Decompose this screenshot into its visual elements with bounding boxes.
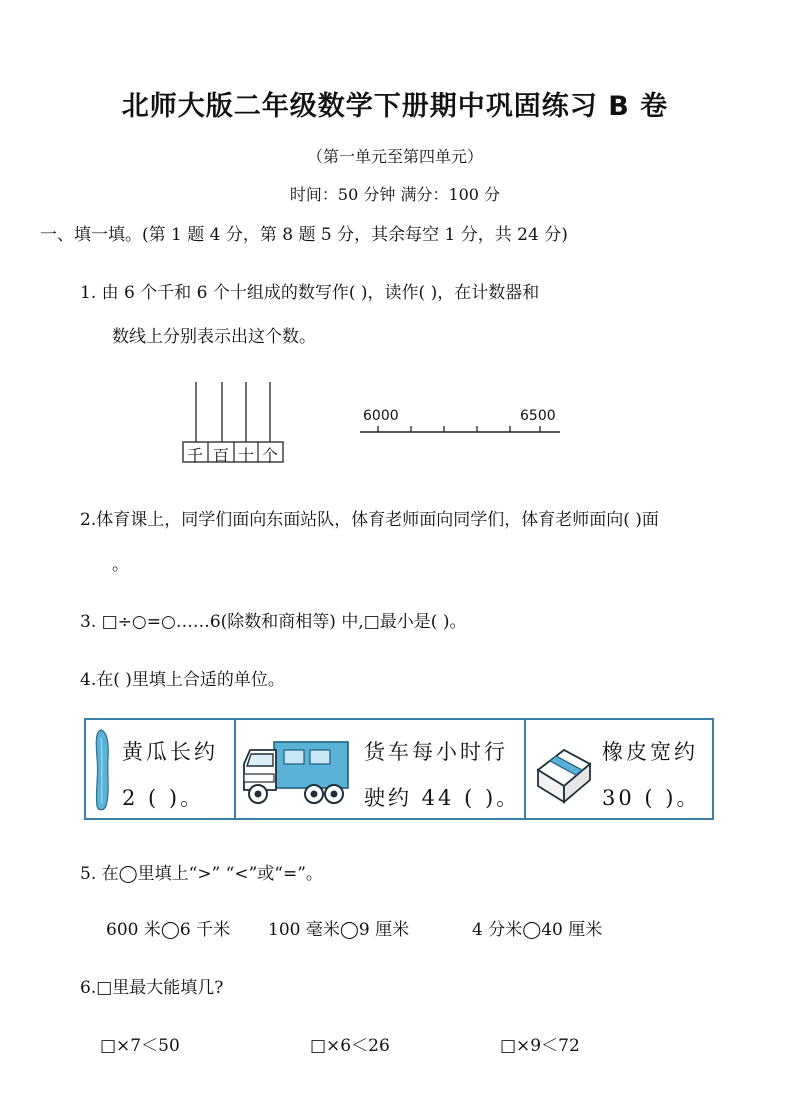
question-1-line1: 1. 由 6 个千和 6 个十组成的数写作( )，读作( )，在计数器和 [80, 283, 540, 303]
table-divider [234, 720, 236, 818]
cell-eraser-line2: 30 ( )。 [602, 786, 701, 810]
question-1-line2: 数线上分别表示出这个数。 [112, 327, 316, 347]
question-6: 6.□里最大能填几? [80, 978, 224, 998]
compare-item-3: 4 分米◯40 厘米 [472, 920, 603, 940]
time-score: 时间：50 分钟 满分：100 分 [289, 185, 501, 204]
abacus-label-ones: 个 [262, 446, 279, 465]
inequality-item-3: □×9＜72 [500, 1036, 580, 1056]
compare-item-1: 600 米◯6 千米 [106, 920, 231, 940]
table-divider [524, 720, 526, 818]
question-4: 4.在( )里填上合适的单位。 [80, 670, 285, 690]
cell-eraser-line1: 橡皮宽约 [602, 740, 698, 764]
abacus-label-hundreds: 百 [213, 446, 230, 465]
number-line-label-6000: 6000 [363, 408, 399, 424]
cell-cucumber-line1: 黄瓜长约 [122, 740, 218, 764]
page-title: 北师大版二年级数学下册期中巩固练习 B 卷 [121, 91, 669, 122]
section-heading: 一、填一填。(第 1 题 4 分，第 8 题 5 分，其余每空 1 分，共 24 分) [40, 225, 568, 245]
cell-cucumber-line2: 2 ( )。 [122, 786, 205, 810]
question-2-line2: 。 [112, 555, 129, 575]
question-3: 3. □÷○=○……6(除数和商相等) 中,□最小是( )。 [80, 612, 467, 632]
number-line [360, 408, 562, 438]
number-line-label-6500: 6500 [520, 408, 556, 424]
abacus-label-tens: 十 [238, 446, 255, 465]
unit-scope: （第一单元至第四单元） [306, 147, 483, 166]
cucumber-icon [92, 728, 114, 812]
inequality-item-1: □×7＜50 [100, 1036, 180, 1056]
eraser-icon [534, 740, 594, 806]
compare-item-2: 100 毫米◯9 厘米 [268, 920, 410, 940]
units-table [84, 718, 714, 820]
question-2-line1: 2.体育课上，同学们面向东面站队，体育老师面向同学们，体育老师面向( )面 [80, 510, 659, 530]
question-5: 5. 在◯里填上“>” “<”或“=”。 [80, 864, 323, 884]
abacus-label-thousands: 千 [187, 446, 204, 465]
cell-truck-line1: 货车每小时行 [364, 740, 508, 764]
cell-truck-line2: 驶约 44 ( )。 [364, 786, 521, 810]
abacus [182, 378, 286, 464]
inequality-item-2: □×6＜26 [310, 1036, 390, 1056]
truck-icon [240, 738, 352, 806]
